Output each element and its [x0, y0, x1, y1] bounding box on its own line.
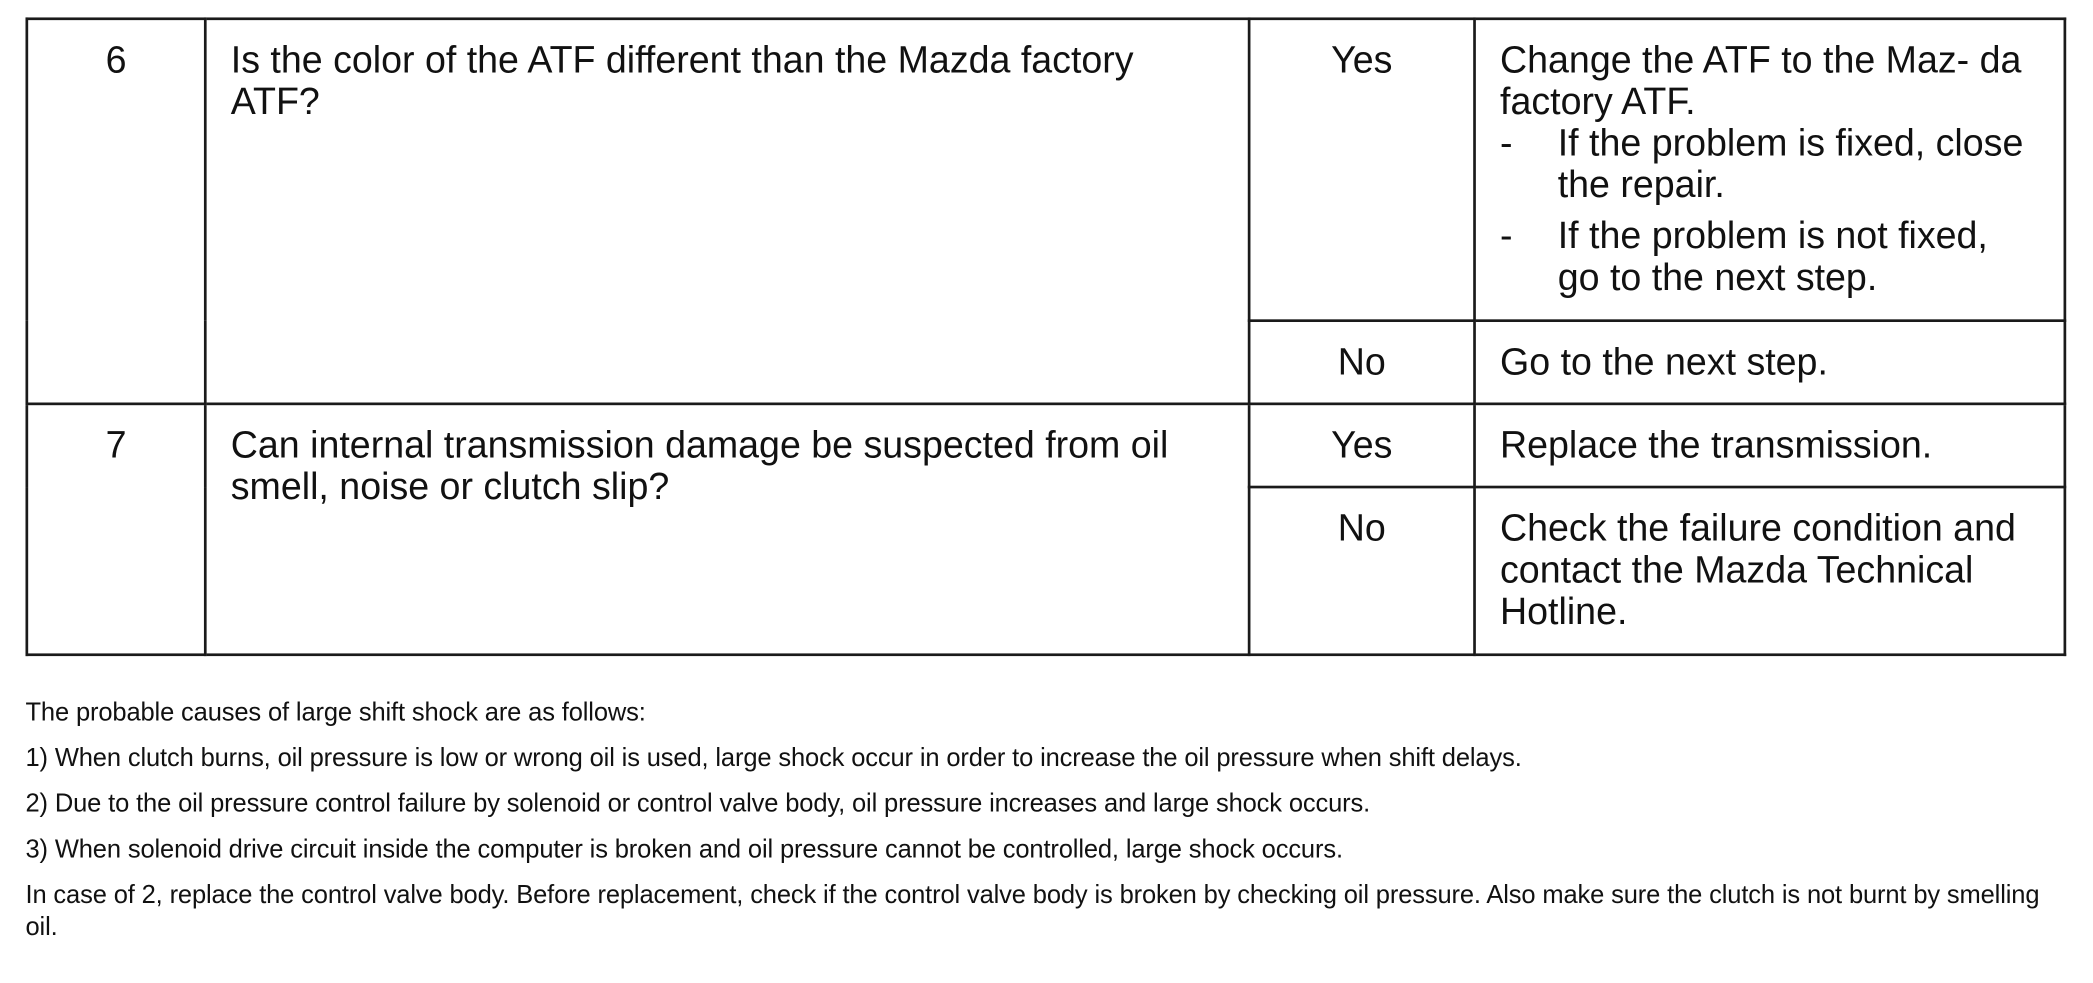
action-cell [1475, 19, 2065, 321]
step-question [205, 19, 1249, 404]
action-cell [1475, 404, 2065, 487]
dash-bullet: - [1500, 214, 1513, 257]
action-text: Go to the next step. [1500, 340, 1828, 383]
step-question [205, 404, 1249, 655]
action-text: Replace the transmission. [1500, 423, 1933, 466]
question-text: Is the color of the ATF different than the Mazda factory ATF? [230, 38, 1134, 123]
answer-yes: Yes [1249, 404, 1474, 487]
answer-yes: Yes [1249, 19, 1474, 321]
answer-no: No [1249, 321, 1474, 404]
list-item-text: If the problem is fixed, close the repair. [1557, 122, 2024, 206]
diagnostic-table [25, 17, 2066, 656]
notes-closing: In case of 2, replace the control valve body. Before replacement, check if the control valve body is broken by checking oil pressure. Also make sure the clutch is not burnt by smelling oil. [25, 881, 2040, 942]
dash-bullet: - [1500, 122, 1513, 164]
list-item [1500, 122, 2037, 205]
list-item: 3) When solenoid drive circuit inside the computer is broken and oil pressure cannot be controlled, large shock occurs. [25, 835, 1343, 865]
action-text: Change the ATF to the Maz- da factory ATF. [1500, 38, 2022, 123]
notes-section [25, 698, 2078, 958]
list-item-text: If the problem is not fixed, go to the next step. [1557, 214, 1988, 298]
question-text: Can internal transmission damage be suspected from oil smell, noise or clutch slip? [230, 423, 1169, 508]
notes-intro: The probable causes of large shift shock are as follows: [25, 699, 646, 728]
list-item [1500, 215, 2037, 298]
list-item: 2) Due to the oil pressure control failure by solenoid or control valve body, oil pressure increases and large shock occurs. [25, 790, 1371, 819]
step-number: 6 [27, 19, 205, 404]
action-cell [1475, 487, 2065, 655]
list-item: 1) When clutch burns, oil pressure is low or wrong oil is used, large shock occur in order to increase the oil pressure when shift delays. [25, 744, 1522, 773]
action-text: Check the failure condition and contact the Mazda Technical Hotline. [1500, 507, 2016, 632]
answer-no: No [1249, 487, 1474, 655]
table-row [27, 19, 2065, 321]
step-number: 7 [27, 404, 205, 655]
action-cell [1475, 321, 2065, 404]
table-row [27, 404, 2065, 487]
